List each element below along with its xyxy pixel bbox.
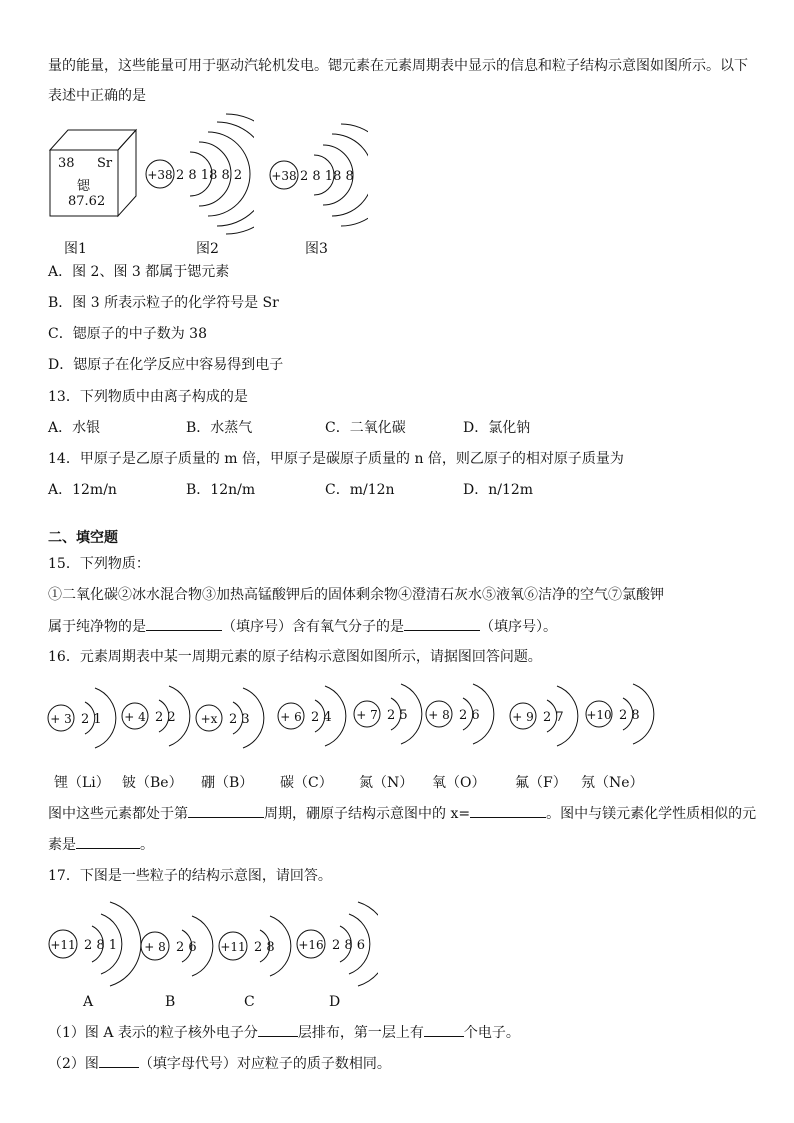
- atom-o-nucleus: + 8: [428, 708, 450, 722]
- q15-blank-2[interactable]: [404, 616, 480, 631]
- atom-c-shells: 2 4: [311, 710, 332, 725]
- atom-b-shells: 2 3: [229, 712, 250, 727]
- sr-ion-diagram: [268, 118, 368, 232]
- particles-figure: [48, 898, 378, 990]
- atom-li-nucleus: + 3: [50, 712, 72, 726]
- particle-d-shells: 2 8 6: [332, 938, 366, 953]
- q17-s1-text-3: 个电子。: [463, 1025, 520, 1041]
- q12-option-c: C．锶原子的中子数为 38: [48, 326, 207, 342]
- element-atomic-mass: 87.62: [68, 194, 106, 209]
- q16-stem: 16．元素周期表中某一周期元素的原子结构示意图如图所示，请据图回答问题。: [48, 649, 542, 665]
- q16-question-line-2: [48, 834, 154, 855]
- q17-stem: 17．下图是一些粒子的结构示意图，请回答。: [48, 868, 332, 884]
- element-name: 锶: [77, 179, 91, 194]
- caption-fig1: 图1: [64, 241, 87, 257]
- particle-a-shells: 2 8 1: [84, 938, 118, 953]
- label-n: 氮（N）: [359, 775, 414, 791]
- atom-ne-shells: 2 8: [619, 708, 640, 723]
- q16-blank-x[interactable]: [470, 803, 546, 818]
- label-o: 氧（O）: [432, 775, 486, 791]
- q12-option-a: A．图 2、图 3 都属于锶元素: [48, 264, 230, 280]
- label-ne: 氖（Ne）: [581, 775, 644, 791]
- q13-option-b: B．水蒸气: [186, 420, 253, 436]
- q16-text-2: 周期，硼原子结构示意图中的 x=: [264, 806, 471, 822]
- q14-option-b: B．12n/m: [186, 482, 256, 498]
- atom-n-shells: 2 5: [387, 708, 408, 723]
- particle-b-shells: 2 6: [176, 940, 197, 955]
- atom-n-nucleus: + 7: [356, 708, 378, 722]
- fig2-nucleus: +38: [147, 168, 173, 182]
- q17-blank-layers[interactable]: [258, 1022, 298, 1037]
- label-b-particle: B: [165, 994, 176, 1010]
- label-d: D: [329, 994, 341, 1010]
- element-symbol: Sr: [97, 156, 113, 171]
- label-a: A: [83, 994, 94, 1010]
- q16-text-4: 素是: [48, 837, 76, 853]
- particle-c-shells: 2 8: [254, 940, 275, 955]
- q15-text-3: （填序号）。: [480, 619, 557, 635]
- label-f: 氟（F）: [515, 775, 567, 791]
- label-li: 锂（Li）: [54, 775, 110, 791]
- label-be: 铍（Be）: [122, 775, 183, 791]
- fig2-shells: 2 8 18 8 2: [176, 168, 243, 183]
- q17-sub2: [48, 1053, 391, 1074]
- label-c: 碳（C）: [280, 775, 333, 791]
- particle-d-nucleus: +16: [298, 938, 324, 952]
- q17-s1-text-1: （1）图 A 表示的粒子核外电子分: [48, 1025, 258, 1041]
- q12-option-b: B．图 3 所表示粒子的化学符号是 Sr: [48, 295, 279, 311]
- q15-text-1: 属于纯净物的是: [48, 619, 146, 635]
- q16-text-3: 。图中与镁元素化学性质相似的元: [546, 806, 757, 822]
- q15-text-2: （填序号）含有氧气分子的是: [222, 619, 404, 635]
- q13-option-a: A．水银: [48, 420, 101, 436]
- q17-blank-electrons[interactable]: [424, 1022, 464, 1037]
- particle-b-nucleus: + 8: [144, 940, 166, 954]
- fig3-shells: 2 8 18 8: [300, 169, 354, 184]
- q13-stem: 13．下列物质中由离子构成的是: [48, 389, 248, 405]
- q17-blank-letters[interactable]: [99, 1053, 139, 1068]
- q17-s2-text-2: （填字母代号）对应粒子的质子数相同。: [138, 1056, 391, 1072]
- q16-text-5: 。: [140, 837, 154, 853]
- q16-blank-element[interactable]: [76, 834, 140, 849]
- q15-blank-1[interactable]: [146, 616, 222, 631]
- q16-text-1: 图中这些元素都处于第: [48, 806, 188, 822]
- element-atomic-number: 38: [58, 156, 75, 171]
- particle-a-nucleus: +11: [50, 938, 76, 952]
- label-c-particle: C: [244, 994, 255, 1010]
- intro-line-2: 表述中正确的是: [48, 88, 146, 104]
- q13-option-c: C．二氧化碳: [325, 420, 406, 436]
- atom-li-shells: 2 1: [81, 712, 102, 727]
- particle-c-nucleus: +11: [220, 940, 246, 954]
- q17-s1-text-2: 层排布，第一层上有: [297, 1025, 424, 1041]
- fig3-nucleus: +38: [271, 169, 297, 183]
- q16-blank-period[interactable]: [188, 803, 264, 818]
- caption-fig2: 图2: [196, 241, 219, 257]
- q17-sub1: [48, 1022, 520, 1043]
- q15-question: [48, 616, 557, 637]
- atom-f-shells: 2 7: [543, 710, 564, 725]
- q17-s2-text-1: （2）图: [48, 1056, 99, 1072]
- q13-option-d: D．氯化钠: [463, 420, 531, 436]
- intro-line-1: 量的能量，这些能量可用于驱动汽轮机发电。锶元素在元素周期表中显示的信息和粒子结构示意图如图所示。以下: [48, 58, 748, 74]
- caption-fig3: 图3: [305, 241, 328, 257]
- label-b: 硼（B）: [201, 775, 254, 791]
- q16-question-line-1: [48, 803, 756, 824]
- atom-be-nucleus: + 4: [124, 710, 146, 724]
- q15-stem: 15．下列物质：: [48, 556, 150, 572]
- q14-option-a: A．12m/n: [48, 482, 117, 498]
- atom-o-shells: 2 6: [459, 708, 480, 723]
- q14-option-c: C．m/12n: [325, 482, 395, 498]
- atom-b-nucleus: +x: [200, 712, 218, 726]
- q14-option-d: D．n/12m: [463, 482, 534, 498]
- q15-items: ①二氧化碳②冰水混合物③加热高锰酸钾后的固体剩余物④澄清石灰水⑤液氧⑥洁净的空气⑦氯酸钾: [48, 587, 664, 603]
- period2-atoms-figure: [44, 676, 664, 760]
- atom-be-shells: 2 2: [155, 710, 176, 725]
- q12-option-d: D．锶原子在化学反应中容易得到电子: [48, 357, 284, 373]
- section-title: 二、填空题: [48, 530, 118, 546]
- sr-atom-diagram: [144, 112, 254, 236]
- atom-ne-nucleus: +10: [586, 708, 612, 722]
- atom-c-nucleus: + 6: [280, 710, 302, 724]
- q14-stem: 14．甲原子是乙原子质量的 m 倍，甲原子是碳原子质量的 n 倍，则乙原子的相对原子质量为: [48, 451, 624, 467]
- atom-f-nucleus: + 9: [512, 710, 534, 724]
